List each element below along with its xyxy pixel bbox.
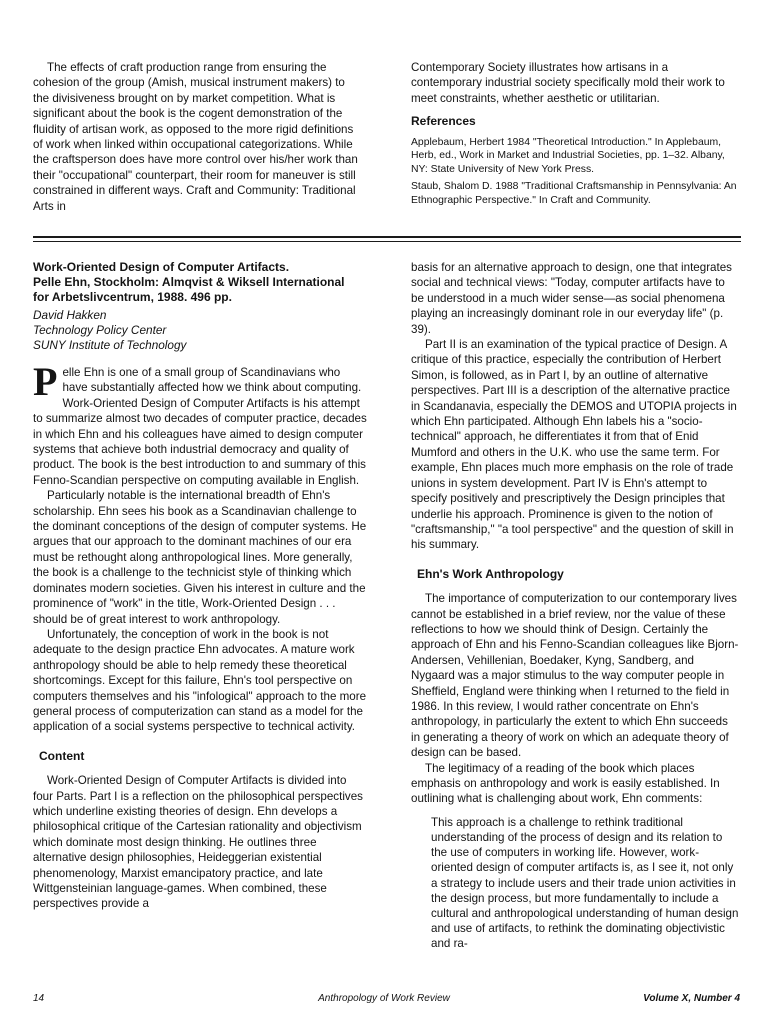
block-quote-text: This approach is a challenge to rethink traditional understanding of the process of design and its relation to the use of computers in working life. However, work-oriented design of computer artifacts is, as I see it, not only a strategy to include users and their trade union activities in the design process, but more fundamentally to include a cultural and anthropological understanding of human design and use of artifacts, to rethink the dominating objectivistic and ra- — [431, 815, 739, 951]
review-paragraph: The importance of computerization to our contemporary lives cannot be established in a brief review, nor the value of these reflections to how we should think of Design. Certainly the approach of Ehn and his Fenno-Scandian colleagues like Bjorn-Andersen, Vehillenian, Boedaker, Kyng, Sandberg, and Nygaard was a major stimulus to the way computer people in Sheffield, England were thinking when I returned to the field in 1986. In this review, I would rather concentrate on Ehn's anthropology, in particularly the extent to which Ehn succeeds in generating a theory of work on which an adequate theory of design can be based. — [411, 592, 739, 760]
dropcap-letter: P — [33, 359, 58, 404]
section-divider-thin — [33, 241, 741, 242]
volume-issue: Volume X, Number 4 — [643, 993, 740, 1004]
content-paragraph: Work-Oriented Design of Computer Artifacts is divided into four Parts. Part I is a reflection on the philosophical perspectives which underline existing theories of design. Ehn develops a philosophical critique of the Cartesian rationality and objectivism which dominate most design thinking. He outlines three alternative design philosophies, Heideggerian existential phenomenology, Marxist emancipatory practice, and late Wittgensteinian language-games. When combined, these perspectives provide a — [33, 774, 363, 911]
block-quote — [431, 815, 739, 952]
content-heading: Content — [39, 748, 85, 763]
reference-entry: Applebaum, Herbert 1984 "Theoretical Introduction." In Applebaum, Herb, ed., Work in Market and Industrial Societies, pp. 1–32. Albany, NY: State University of New York Press. — [411, 136, 725, 175]
craft-review-paragraph: The effects of craft production range from ensuring the cohesion of the group (Amish, musical instrument makers) to the divisiveness brought on by market competition. What is significant about the book is the cogent demonstration of the fluidity of artisan work, as opposed to the more rigid definitions of work when linked within occupational categorizations. While the craftsperson does have more control over his/her work than their "occupational" counterpart, their room for maneuver is still constrained in different ways. Craft and Community: Traditional Arts in — [33, 61, 358, 213]
review-title-line: Work-Oriented Design of Computer Artifacts. — [33, 260, 290, 274]
reference-entry: Staub, Shalom D. 1988 "Traditional Craftsmanship in Pennsylvania: An Ethnographic Perspective." In Craft and Community. — [411, 181, 737, 206]
review-right-column — [411, 260, 739, 952]
references-heading: References — [411, 114, 476, 129]
anthropology-heading: Ehn's Work Anthropology — [417, 566, 564, 581]
journal-title: Anthropology of Work Review — [318, 993, 450, 1004]
reviewer-affiliation: SUNY Institute of Technology — [33, 338, 187, 352]
review-title — [33, 260, 368, 305]
section-divider-thick — [33, 236, 741, 238]
review-title-line: Pelle Ehn, Stockholm: Almqvist & Wiksell International — [33, 275, 345, 289]
reviewer-name: David Hakken — [33, 308, 107, 322]
review-paragraph: Unfortunately, the conception of work in the book is not adequate to the design practice Ehn advocates. A mature work anthropology should be able to help remedy these theoretical shortcomings. Except for this failure, Ehn's tool perspective on computers themselves and his "infological" approach to the more general process of computerization can stand as a model for the application of a social systems perspective to technical activity. — [33, 627, 367, 734]
review-left-column — [33, 260, 368, 912]
review-paragraph: Part II is an examination of the typical practice of Design. A critique of this practice, especially the contribution of Herbert Simon, is followed, as in Part I, by an outline of alternative perspectives. Part III is a description of the alternative practice in Scandanavia, especially the DEMOS and UTOPIA projects in which Ehn participated. Although Ehn labels his a "socio-technical" approach, he differentiates it from that of Enid Mumford and others in the U.K. who use the same term. For example, Ehn places much more emphasis on the role of trade unions in system development. Part IV is Ehn's attempt to specify positively and prescriptively the Design principles that underlie his approach. Prominence is given to the notion of "craftsmanship," "a tool perspective" and the question of skill in his summary. — [411, 338, 737, 552]
top-right-column — [411, 60, 741, 212]
craft-review-continuation: Contemporary Society illustrates how artisans in a contemporary industrial society specifically mold their work to meet constraints, whether aesthetic or utilitarian. — [411, 61, 725, 105]
page-number: 14 — [33, 993, 45, 1004]
review-intro-paragraph — [33, 359, 368, 488]
review-paragraph: basis for an alternative approach to design, one that integrates social and technical views: "Today, computer artifacts have to be understood in a much wider sense—as social phenomena playing an increasingly dominant role in our everyday life" (p. 39). — [411, 261, 732, 336]
reviewer-affiliation: Technology Policy Center — [33, 323, 167, 337]
intro-text: elle Ehn is one of a small group of Scandinavians who have substantially affected how we think about computing. Work-Oriented Design of Computer Artifacts is his attempt to summarize almost two decades of computer practice, decades in which Ehn and his colleagues have aimed to design computer systems that achieve both industrial democracy and quality of product. The book is the best introduction to and summary of this Fenno-Scandian perspective on computing available in English. — [33, 366, 367, 487]
review-paragraph: The legitimacy of a reading of the book which places emphasis on anthropology and work is easily established. In outlining what is challenging about work, Ehn comments: — [411, 761, 720, 806]
review-paragraph: Particularly notable is the international breadth of Ehn's scholarship. Ehn sees his book as a Scandinavian challenge to the dominant conceptions of the design of computer systems. He argues that our approach to the dominant machines of our era must be rethought along anthropological lines. More generally, the book is a challenge to the technicist style of thinking which dominates modern societies. Given his interest in culture and the prominence of "work" in the title, Work-Oriented Design . . . should be of great interest to work anthropology. — [33, 489, 367, 626]
review-title-line: for Arbetslivcentrum, 1988. 496 pp. — [33, 290, 232, 304]
top-left-column — [33, 60, 363, 214]
reviewer-block — [33, 308, 368, 353]
